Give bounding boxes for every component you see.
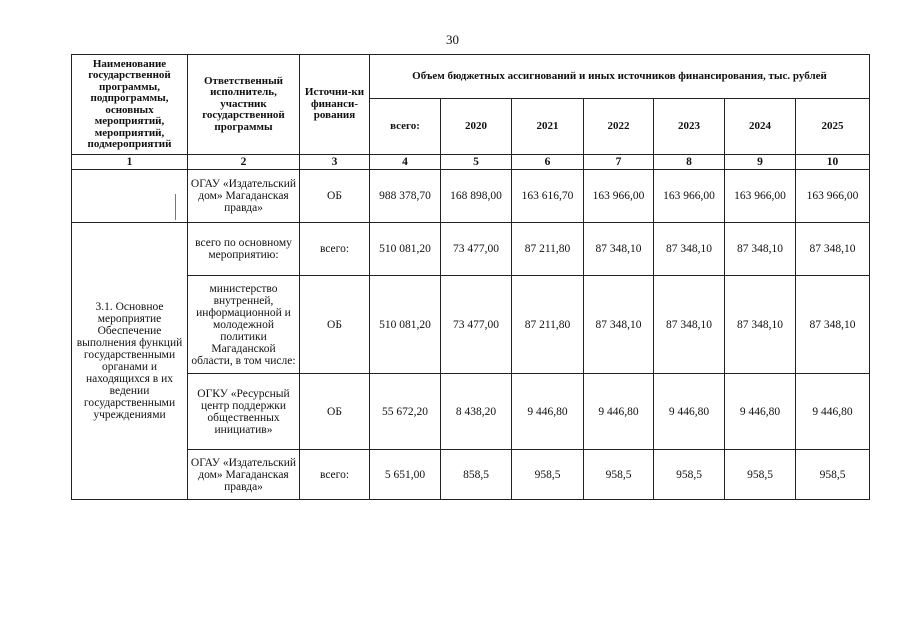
year-header: 2024 (725, 99, 796, 155)
value-cell: 163 966,00 (725, 170, 796, 223)
value-cell: 87 348,10 (584, 223, 654, 276)
executor-cell: министерство внутренней, информационной и молодежной политики Магаданской области, в том числе: (188, 276, 300, 374)
scan-mark (175, 194, 176, 220)
value-cell: 55 672,20 (370, 374, 441, 450)
executor-cell: ОГАУ «Издательский дом» Магаданская правда» (188, 450, 300, 500)
source-column-header: Источни-ки финанси-рования (300, 55, 370, 155)
value-cell: 958,5 (512, 450, 584, 500)
value-cell: 87 348,10 (725, 276, 796, 374)
value-cell: 87 348,10 (584, 276, 654, 374)
value-cell: 163 966,00 (654, 170, 725, 223)
value-cell: 958,5 (796, 450, 870, 500)
value-cell: 87 348,10 (654, 223, 725, 276)
value-cell: 988 378,70 (370, 170, 441, 223)
page-number: 30 (446, 32, 459, 47)
value-cell: 958,5 (654, 450, 725, 500)
year-header: 2022 (584, 99, 654, 155)
column-number: 10 (796, 155, 870, 170)
year-header: 2020 (441, 99, 512, 155)
value-cell: 510 081,20 (370, 223, 441, 276)
executor-column-header: Ответственный исполнитель, участник государственной программы (188, 55, 300, 155)
column-number: 9 (725, 155, 796, 170)
value-cell: 87 348,10 (796, 276, 870, 374)
value-cell: 9 446,80 (512, 374, 584, 450)
value-cell: 87 211,80 (512, 223, 584, 276)
value-cell: 958,5 (725, 450, 796, 500)
executor-cell: ОГКУ «Ресурсный центр поддержки общественных инициатив» (188, 374, 300, 450)
value-cell: 168 898,00 (441, 170, 512, 223)
value-cell: 163 966,00 (796, 170, 870, 223)
value-cell: 958,5 (584, 450, 654, 500)
source-cell: ОБ (300, 276, 370, 374)
value-cell: 858,5 (441, 450, 512, 500)
year-header: 2023 (654, 99, 725, 155)
column-number: 2 (188, 155, 300, 170)
table-row (72, 276, 870, 374)
table-row (72, 450, 870, 500)
value-cell: 87 348,10 (725, 223, 796, 276)
source-cell: всего: (300, 450, 370, 500)
value-cell: 9 446,80 (654, 374, 725, 450)
source-cell: всего: (300, 223, 370, 276)
value-cell: 163 966,00 (584, 170, 654, 223)
column-number: 1 (72, 155, 188, 170)
executor-cell: ОГАУ «Издательский дом» Магаданская правда» (188, 170, 300, 223)
value-cell: 8 438,20 (441, 374, 512, 450)
value-cell: 9 446,80 (796, 374, 870, 450)
column-number: 4 (370, 155, 441, 170)
value-cell: 87 348,10 (654, 276, 725, 374)
year-header: 2025 (796, 99, 870, 155)
value-cell: 5 651,00 (370, 450, 441, 500)
column-number: 3 (300, 155, 370, 170)
table-row (72, 374, 870, 450)
name-cell-empty (72, 170, 188, 223)
column-number: 5 (441, 155, 512, 170)
column-number: 7 (584, 155, 654, 170)
name-column-header: Наименование государственной программы, подпрограммы, основных мероприятий, мероприятий, подмероприятий (72, 55, 188, 155)
value-cell: 87 211,80 (512, 276, 584, 374)
column-number-row (72, 155, 870, 170)
value-cell: 73 477,00 (441, 223, 512, 276)
value-cell: 87 348,10 (796, 223, 870, 276)
volume-column-header: Объем бюджетных ассигнований и иных источников финансирования, тыс. рублей (370, 55, 870, 99)
source-cell: ОБ (300, 374, 370, 450)
activity-name-cell: 3.1. Основное мероприятие Обеспечение выполнения функций государственными органами и находящихся в их ведении государственными учреждениями (72, 223, 188, 500)
source-cell: ОБ (300, 170, 370, 223)
column-number: 6 (512, 155, 584, 170)
table-row (72, 170, 870, 223)
value-cell: 510 081,20 (370, 276, 441, 374)
value-cell: 73 477,00 (441, 276, 512, 374)
value-cell: 9 446,80 (584, 374, 654, 450)
budget-table (71, 54, 870, 500)
total-column-header: всего: (370, 99, 441, 155)
column-number: 8 (654, 155, 725, 170)
value-cell: 163 616,70 (512, 170, 584, 223)
table-row (72, 223, 870, 276)
year-header: 2021 (512, 99, 584, 155)
value-cell: 9 446,80 (725, 374, 796, 450)
executor-cell: всего по основному мероприятию: (188, 223, 300, 276)
